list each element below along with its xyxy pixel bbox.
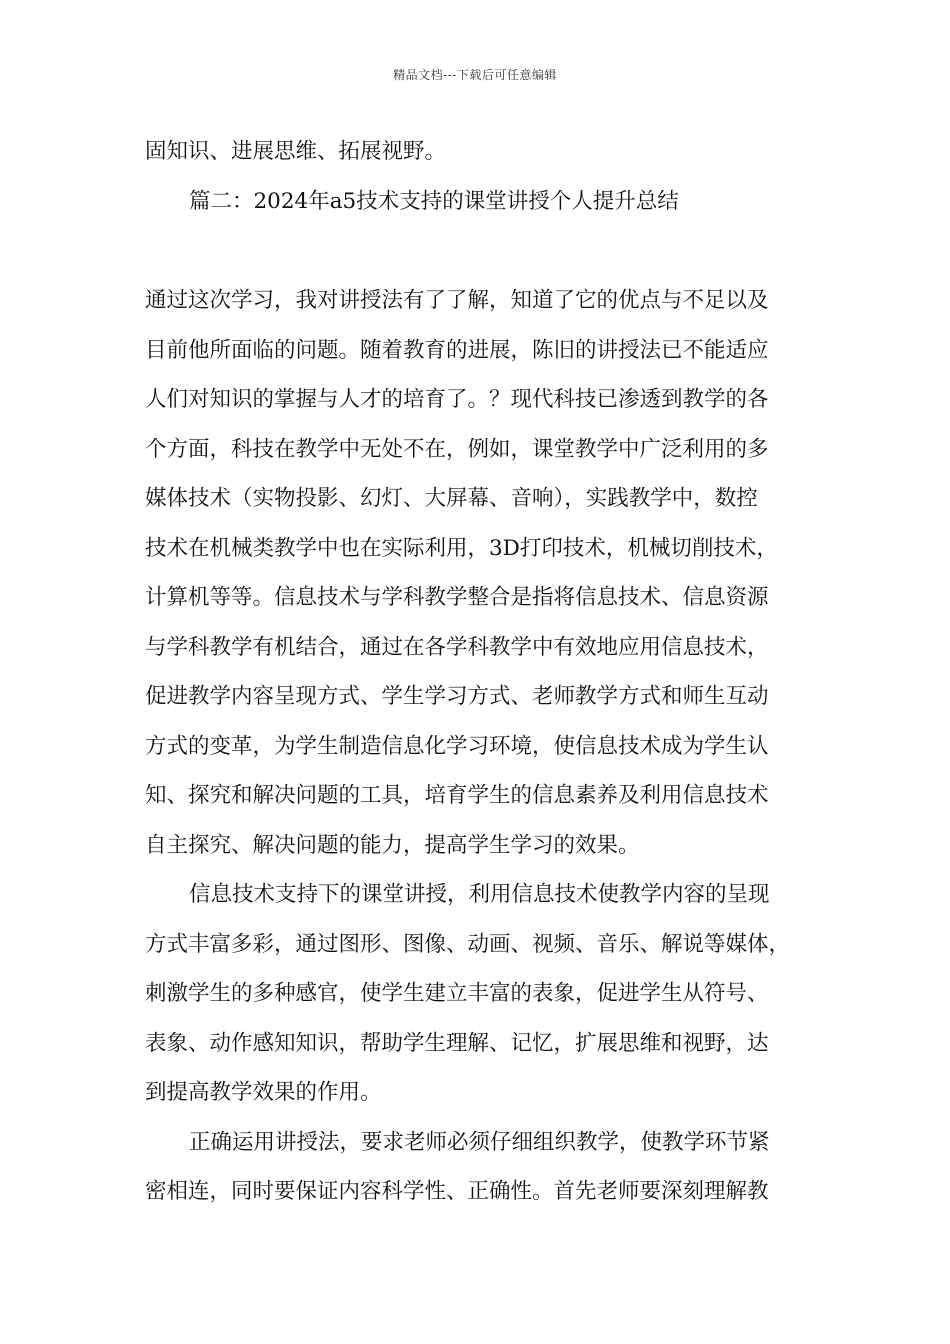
paragraph-line: 密相连，同时要保证内容科学性、正确性。首先老师要深刻理解教 <box>145 1179 769 1204</box>
paragraph-line: 媒体技术（实物投影、幻灯、大屏幕、音响），实践教学中，数控 <box>145 486 758 511</box>
page-header: 精品文档---下载后可任意编辑 <box>393 68 557 82</box>
paragraph-line: 个方面，科技在教学中无处不在，例如，课堂教学中广泛利用的多 <box>145 436 769 462</box>
paragraph-line: 目前他所面临的问题。随着教育的进展，陈旧的讲授法已不能适应 <box>145 337 769 363</box>
paragraph-line: 促进教学内容呈现方式、学生学习方式、老师教学方式和师生互动 <box>145 684 769 709</box>
paragraph-line: 方式丰富多彩，通过图形、图像、动画、视频、音乐、解说等媒体， <box>145 931 791 957</box>
paragraph-line: 人们对知识的掌握与人才的培育了。？现代科技已渗透到教学的各 <box>145 387 769 412</box>
paragraph-line: 刺激学生的多种感官，使学生建立丰富的表象，促进学生从符号、 <box>145 981 769 1006</box>
paragraph-line: 技术在机械类教学中也在实际利用，3D打印技术，机械切削技术， <box>145 535 778 561</box>
paragraph-line: 通过这次学习，我对讲授法有了了解，知道了它的优点与不足以及 <box>145 288 769 313</box>
paragraph-line: 信息技术支持下的课堂讲授，利用信息技术使教学内容的呈现 <box>189 882 770 907</box>
blank-gap <box>145 226 825 276</box>
paragraph-line: 表象、动作感知知识，帮助学生理解、记忆，扩展思维和视野，达 <box>145 1030 769 1056</box>
paragraph-line: 与学科教学有机结合，通过在各学科教学中有效地应用信息技术， <box>145 634 769 660</box>
paragraph-line: 自主探究、解决问题的能力，提高学生学习的效果。 <box>145 832 640 858</box>
paragraph-line: 固知识、进展思维、拓展视野。 <box>145 139 447 164</box>
section-heading: 篇二：2024年a5技术支持的课堂讲授个人提升总结 <box>189 188 679 214</box>
paragraph-line: 正确运用讲授法，要求老师必须仔细组织教学，使教学环节紧 <box>189 1129 770 1155</box>
paragraph-line: 方式的变革，为学生制造信息化学习环境，使信息技术成为学生认 <box>145 733 769 759</box>
paragraph-line: 计算机等等。信息技术与学科教学整合是指将信息技术、信息资源 <box>145 585 769 610</box>
paragraph-line: 知、探究和解决问题的工具，培育学生的信息素养及利用信息技术 <box>145 783 769 808</box>
document-body <box>145 127 825 1217</box>
paragraph-line: 到提高教学效果的作用。 <box>145 1080 382 1105</box>
